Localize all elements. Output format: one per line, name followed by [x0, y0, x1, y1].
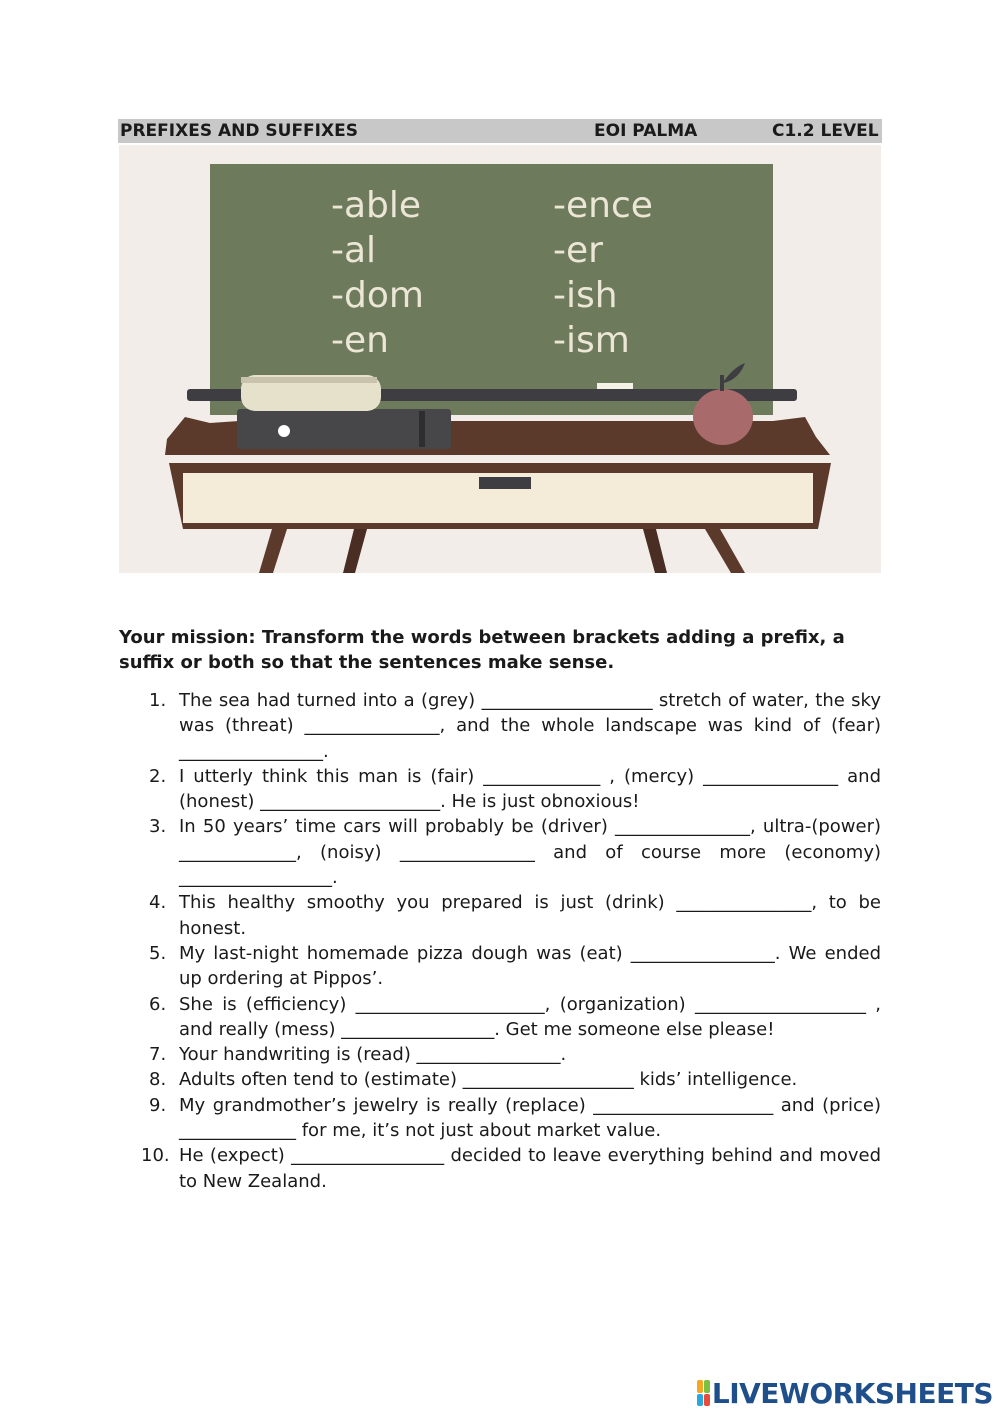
- exercise-text: She is (efficiency) _____________________, (organization) ___________________ , and really (mess) _________________. Get me someone else please!: [179, 993, 881, 1040]
- exercise-number: 3.: [149, 816, 167, 838]
- exercise-number: 7.: [149, 1044, 167, 1066]
- exercise-item: [119, 992, 881, 1043]
- exercise-text: My last-night homemade pizza dough was (eat) ________________. We ended up ordering at Pippos’.: [179, 942, 881, 990]
- exercise-number: 6.: [149, 993, 167, 1015]
- suffix-right-1: -ence: [553, 185, 653, 226]
- exercise-item: [119, 764, 881, 815]
- exercise-text: I utterly think this man is (fair) _____________ , (mercy) _______________ and (honest) ____________________. He is just obnoxious!: [179, 765, 881, 813]
- exercise-text: This healthy smoothy you prepared is just (drink) _______________, to be honest.: [179, 892, 881, 939]
- apple: [693, 389, 753, 445]
- exercise-number: 9.: [149, 1094, 167, 1116]
- apple-stem: [720, 375, 724, 391]
- book-bottom: [237, 409, 451, 449]
- school-name: EOI PALMA: [594, 121, 698, 141]
- exercise-item: [119, 1042, 881, 1067]
- logo-text: LIVEWORKSHEETS: [711, 1376, 993, 1410]
- exercise-item: [119, 1093, 881, 1144]
- suffix-right-3: -ish: [553, 275, 618, 316]
- suffix-right-4: -ism: [553, 320, 630, 361]
- classroom-illustration: [119, 145, 881, 573]
- exercise-item: [119, 890, 881, 941]
- exercise-number: 10.: [141, 1145, 170, 1167]
- exercise-item: [119, 1143, 881, 1194]
- book-top-edge: [241, 377, 377, 383]
- liveworksheets-logo[interactable]: [697, 1376, 993, 1410]
- book-spine-stripe: [419, 411, 425, 447]
- header-bar: [118, 119, 882, 143]
- exercise-text: He (expect) _________________ decided to leave everything behind and moved to New Zealand.: [179, 1145, 881, 1192]
- suffix-left-4: -en: [331, 320, 389, 361]
- exercise-item: [119, 814, 881, 890]
- suffix-left-2: -al: [331, 230, 377, 271]
- exercise-number: 5.: [149, 942, 167, 964]
- exercise-number: 2.: [149, 765, 167, 787]
- exercise-text: The sea had turned into a (grey) ___________________ stretch of water, the sky was (threat) _______________, and the whole landscape was kind of (fear) ________________.: [179, 690, 881, 762]
- exercise-text: My grandmother’s jewelry is really (replace) ____________________ and (price) _____________ for me, it’s not just about market value.: [179, 1094, 881, 1142]
- worksheet-title: PREFIXES AND SUFFIXES: [120, 121, 358, 141]
- exercise-text: Adults often tend to (estimate) ___________________ kids’ intelligence.: [179, 1069, 798, 1091]
- chalk-piece: [597, 383, 633, 390]
- drawer-handle: [479, 477, 531, 489]
- mission-instructions: Your mission: Transform the words between brackets adding a prefix, a suffix or both so that the sentences make sense.: [119, 627, 845, 673]
- logo-icon: [697, 1380, 710, 1406]
- suffix-left-1: -able: [331, 185, 422, 226]
- exercise-item: [119, 941, 881, 992]
- book-label-dot: [278, 425, 290, 437]
- suffix-right-2: -er: [553, 230, 603, 271]
- exercise-text: Your handwriting is (read) ________________.: [179, 1044, 567, 1066]
- exercise-item: [119, 688, 881, 764]
- suffix-left-3: -dom: [331, 275, 424, 316]
- level-label: C1.2 LEVEL: [772, 121, 879, 141]
- exercise-item: [119, 1067, 881, 1092]
- exercise-list: [119, 688, 881, 1194]
- exercise-text: In 50 years’ time cars will probably be (driver) _______________, ultra-(power) _____________, (noisy) _______________ and of course more (economy) _________________.: [179, 816, 881, 889]
- exercise-number: 4.: [149, 892, 167, 914]
- exercise-number: 1.: [149, 690, 167, 711]
- exercise-number: 8.: [149, 1069, 167, 1091]
